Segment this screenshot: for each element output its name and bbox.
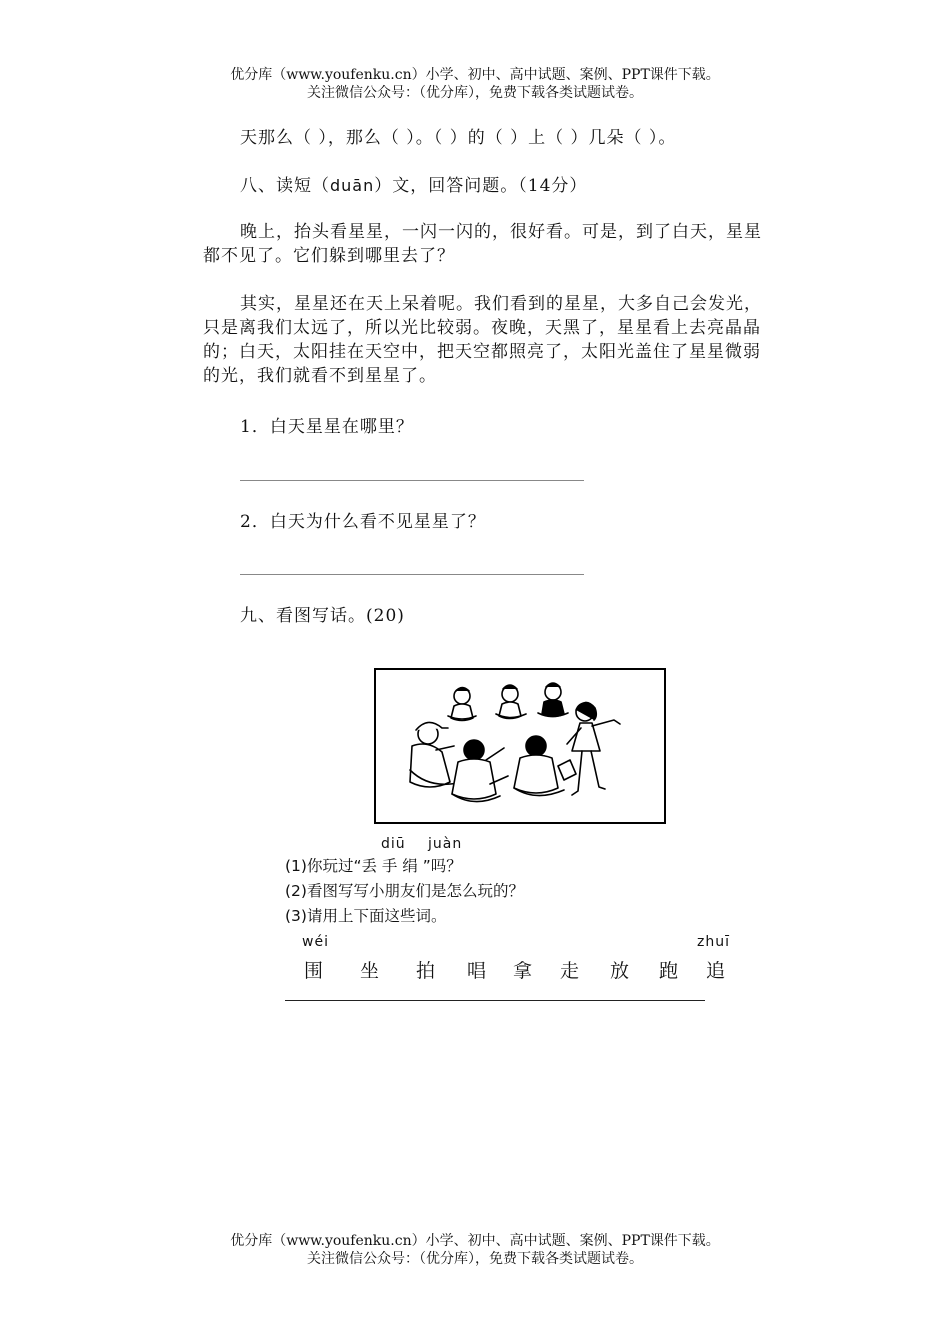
section-9-title: 九、看图写话。(20) [240,606,405,626]
word-zhui: 追 [706,960,726,982]
word-zou: 走 [560,960,580,982]
passage-line: 都不见了。它们躲到哪里去了？ [203,246,455,266]
passage-line: 晚上，抬头看星星，一闪一闪的，很好看。可是，到了白天，星星 [240,222,762,242]
children-game-illustration [374,668,666,824]
writing-line[interactable] [285,1000,705,1001]
passage-line: 的；白天，太阳挂在天空中，把天空都照亮了，太阳光盖住了星星微弱 [203,342,761,362]
children-drawing [376,670,664,822]
pinyin-zhui: zhuī [697,934,730,950]
answer-line-2[interactable] [240,574,584,575]
footer-line-2: 关注微信公众号：（优分库），免费下载各类试题试卷。 [307,1251,643,1267]
word-zuo: 坐 [360,960,380,982]
pinyin-juan: juàn [428,836,463,852]
pinyin-wei: wéi [302,934,329,950]
prompt-2: (2)看图写写小朋友们是怎么玩的？ [285,882,524,900]
question-1: 1．白天星星在哪里？ [240,417,414,437]
section-8-title-suffix: ）文，回答问题。（14分） [374,176,588,196]
header-line-2: 关注微信公众号：（优分库），免费下载各类试题试卷。 [307,85,643,101]
prompt-1: (1)你玩过“丢 手 绢 ”吗？ [285,857,462,875]
header-line-1: 优分库（www.youfenku.cn）小学、初中、高中试题、案例、PPT课件下载。 [230,67,720,83]
passage-line: 其实，星星还在天上呆着呢。我们看到的星星，大多自己会发光， [240,294,762,314]
pinyin-diu: diū [381,836,406,852]
section-8-title [240,174,587,198]
word-fang: 放 [610,960,630,982]
question-2: 2．白天为什么看不见星星了？ [240,512,486,532]
section-8-title-prefix: 八、读短（ [240,176,330,196]
word-wei: 围 [304,960,324,982]
answer-line-1[interactable] [240,480,584,481]
passage-line: 的光，我们就看不到星星了。 [203,366,437,386]
section-8-title-pinyin: duān [330,176,375,195]
word-pai: 拍 [416,960,436,982]
passage-line: 只是离我们太远了，所以光比较弱。夜晚，天黑了，星星看上去亮晶晶 [203,318,761,338]
footer-line-1: 优分库（www.youfenku.cn）小学、初中、高中试题、案例、PPT课件下载。 [230,1233,720,1249]
fill-in-sentence: 天那么（ ），那么（ ）。（ ）的（ ）上（ ）几朵（ ）。 [240,128,677,148]
word-pao: 跑 [659,960,679,982]
word-na: 拿 [513,960,533,982]
word-chang: 唱 [467,960,487,982]
prompt-3: (3)请用上下面这些词。 [285,907,447,925]
passage-paragraph-1 [203,220,803,268]
passage-paragraph-2 [203,292,803,388]
